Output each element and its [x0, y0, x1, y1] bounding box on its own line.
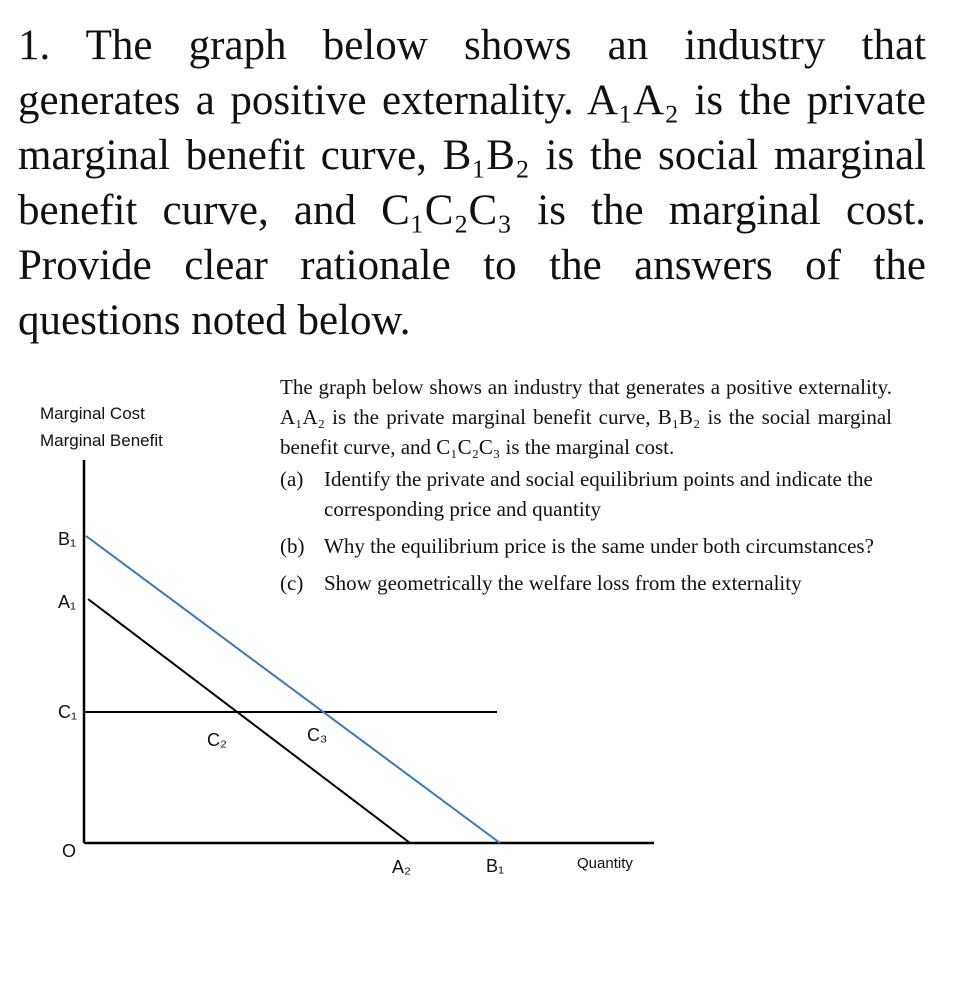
question-line: Provide clear rationale to the answers of the — [18, 242, 926, 289]
question-line: benefit curve, and C₁C₂C₃ is the marginal cost. — [18, 187, 926, 234]
label-origin: O — [62, 841, 77, 861]
sub-question-marker: (a) — [280, 467, 304, 491]
y-axis-title-line1: Marginal Cost — [40, 404, 145, 423]
side-panel-intro: The graph below shows an industry that generates a positive externality. A₁A₂ is the private marginal benefit curve, B₁B₂ is the social marginal benefit curve, and C₁C₂C₃ is the marginal cost. — [280, 375, 892, 459]
sub-question-text: Why the equilibrium price is the same under both circumstances? — [324, 534, 874, 558]
label-b1: B₁ — [58, 529, 77, 549]
sub-question-text: Identify the private and social equilibrium points and indicate the corresponding price and quantity — [324, 467, 873, 521]
question-line: marginal benefit curve, B₁B₂ is the social marginal — [18, 132, 926, 179]
question-line: 1. The graph below shows an industry that — [18, 22, 926, 69]
sub-question-text: Show geometrically the welfare loss from the externality — [324, 571, 802, 595]
social-benefit-curve — [86, 536, 500, 843]
label-c3: C₃ — [307, 725, 328, 745]
label-c2: C₂ — [207, 730, 227, 750]
label-a2: A₂ — [392, 857, 411, 877]
x-axis-title: Quantity — [577, 855, 633, 872]
question-line: questions noted below. — [18, 297, 411, 344]
sub-question-marker: (b) — [280, 534, 305, 558]
label-c1: C₁ — [58, 702, 78, 722]
question-line: generates a positive externality. A₁A₂ is the private — [18, 77, 926, 124]
label-a1: A₁ — [58, 592, 77, 612]
y-axis-title-line2: Marginal Benefit — [40, 431, 163, 450]
sub-question-marker: (c) — [280, 571, 304, 595]
private-benefit-curve — [88, 599, 410, 843]
label-b2: B₁ — [486, 856, 505, 876]
